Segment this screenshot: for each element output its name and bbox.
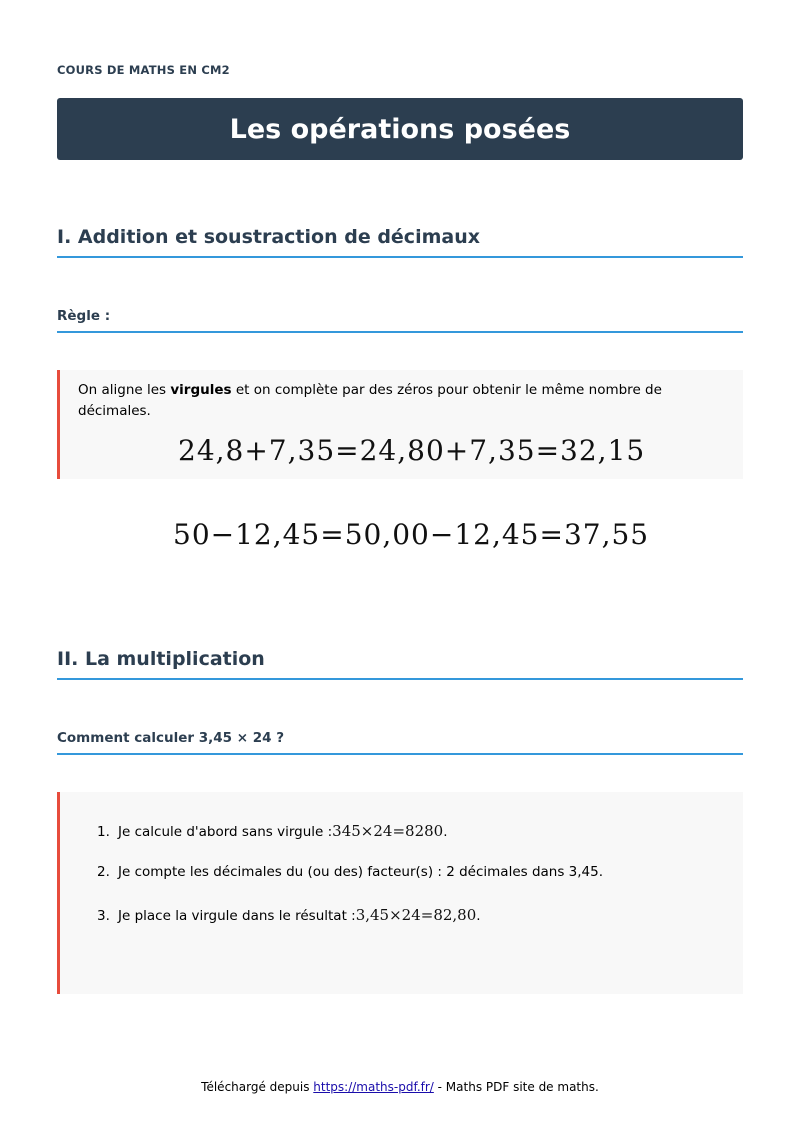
rule-bold-word: virgules bbox=[170, 382, 232, 398]
rule-paragraph: On aligne les virgules et on complète par des zéros pour obtenir le même nombre de décimales. bbox=[78, 382, 662, 419]
steps-callout bbox=[57, 792, 743, 994]
course-label: COURS DE MATHS EN CM2 bbox=[57, 63, 230, 77]
formula-step1: 345×24=8280 bbox=[332, 822, 444, 840]
steps-list bbox=[97, 822, 603, 948]
rule-callout bbox=[57, 370, 743, 479]
footer: Téléchargé depuis https://maths-pdf.fr/ - Maths PDF site de maths. bbox=[201, 1080, 599, 1094]
page-title: Les opérations posées bbox=[229, 113, 571, 145]
list-item: 3. Je place la virgule dans le résultat : 3,45×24=82,80 . bbox=[97, 906, 481, 924]
rule-subheading: Règle : bbox=[57, 308, 743, 333]
section-heading-addition: I. Addition et soustraction de décimaux bbox=[57, 226, 743, 258]
section-heading-multiplication: II. La multiplication bbox=[57, 648, 743, 680]
multiplication-subheading: Comment calculer 3,45 × 24 ? bbox=[57, 730, 743, 755]
formula-subtraction: 50−12,45=50,00−12,45=37,55 bbox=[173, 518, 650, 551]
title-banner bbox=[57, 98, 743, 160]
formula-step3: 3,45×24=82,80 bbox=[355, 906, 477, 924]
source-link[interactable]: https://maths-pdf.fr/ bbox=[313, 1080, 434, 1094]
list-item: 2. Je compte les décimales du (ou des) facteur(s) : 2 décimales dans 3,45. bbox=[97, 864, 604, 880]
list-item: 1. Je calcule d'abord sans virgule : 345×24=8280 . bbox=[97, 822, 448, 840]
formula-addition: 24,8+7,35=24,80+7,35=32,15 bbox=[178, 434, 646, 467]
